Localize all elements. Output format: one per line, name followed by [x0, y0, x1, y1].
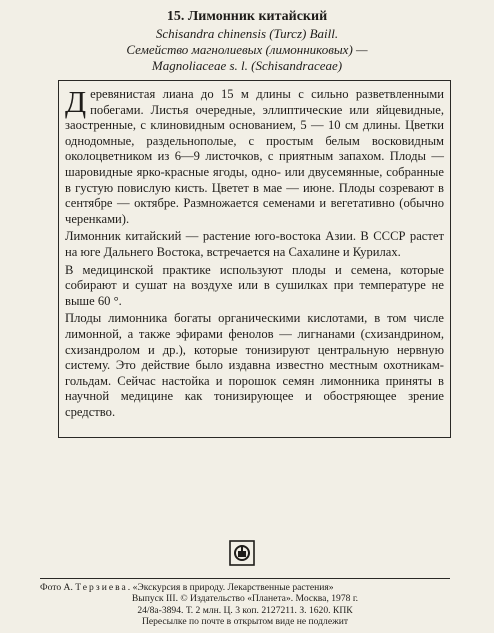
imprint-footer [40, 578, 450, 628]
imprint-line-3: 24/8а-3894. Т. 2 млн. Ц. 3 коп. 2127211. З. 1620. КПК [137, 604, 353, 616]
family-name-latin: Magnoliaceae s. l. (Schisandraceae) [151, 58, 343, 73]
paragraph-distribution: Лимонник китайский — растение юго-востока Азии. В СССР растет на юге Дальнего Востока, встречается на Сахалине и Курилах. [65, 229, 444, 259]
imprint-line-2: Выпуск III. © Издательство «Планета». Москва, 1978 г. [131, 593, 359, 605]
imprint-line-1 [40, 582, 450, 593]
photo-credit-prefix: Фото А. [40, 582, 73, 593]
paragraph-chemistry: Плоды лимонника богаты органическими кислотами, в том числе лимонной, а также эфирами фенолов — лигнанами (схизандрином, схизандролом и др.), которые тонизируют центральную нервную систему. Это действие было издавна известно местным охотникам-гольдам. Сейчас настойка и порошок семян лимонника приняты в научной медицине как тонизирующее и обостряющее зрение средство. [65, 311, 444, 419]
photographer-name: Терзиева [75, 582, 128, 593]
description-box [58, 80, 451, 438]
card-header [0, 8, 494, 74]
paragraph-description-text: еревянистая лиана до 15 м длины с сильно разветвленными побегами. Листья очередные, эллиптические или яйцевидные, заостренные, с клиновидным основанием, 5 — 10 см длины. Цветки однодомные, раздельнополые, с простым белым восковидным околоцветником из 6—9 листочков, с приятным запахом. Плоды — шаровидные ярко-красные ягоды, одно- или двусемянные, собранные в густую повислую кисть. Цветет в мае — июне. Плоды созревают в сентябре — октябре. Размножается семенами и вегетативно (обычно черенками). [65, 87, 444, 226]
family-name-russian: Семейство магнолиевых (лимонниковых) — [126, 42, 368, 57]
paragraph-medical-use: В медицинской практике используют плоды и семена, которые собирают и сушат на воздухе или в сушилках при температуре не выше 60 °. [65, 262, 444, 308]
latin-name: Schisandra chinensis (Turcz) Baill. [155, 26, 339, 41]
plant-title: 15. Лимонник китайский [166, 9, 328, 24]
drop-cap: Д [65, 84, 87, 119]
series-title: . «Экскурсия в природу. Лекарственные растения» [127, 582, 334, 593]
imprint-line-4: Пересылке по почте в открытом виде не подлежит [141, 616, 349, 628]
publisher-logo-icon [229, 540, 255, 566]
paragraph-description [65, 84, 444, 227]
